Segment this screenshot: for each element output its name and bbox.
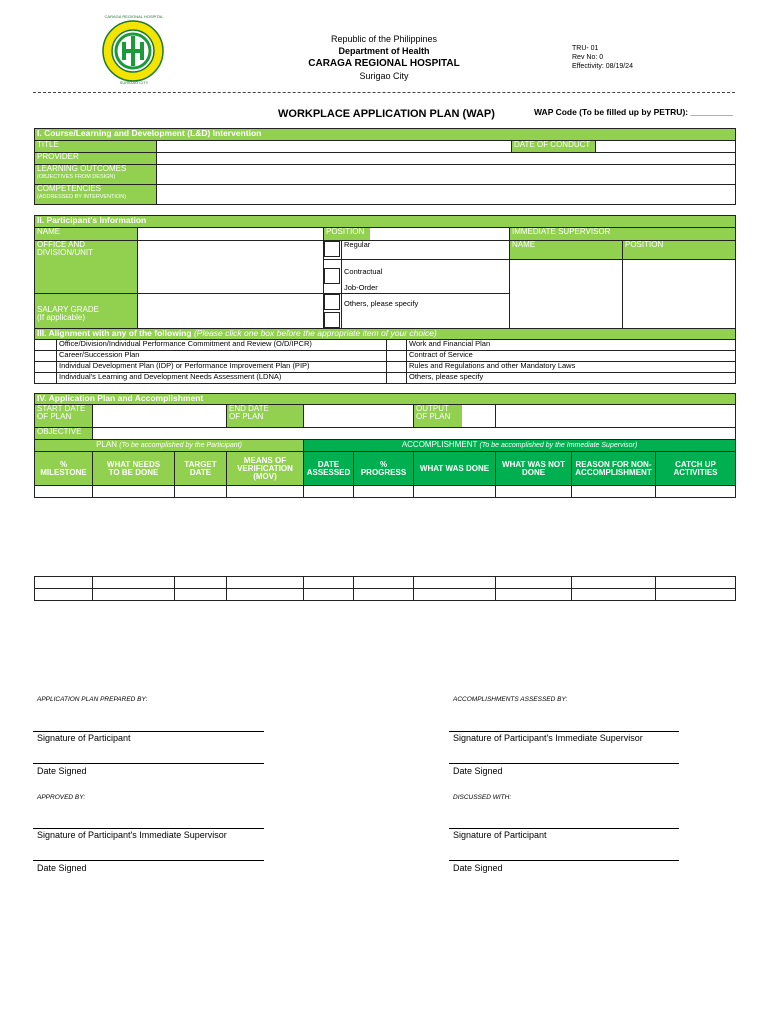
- section2-heading: II. Participant's Information: [35, 216, 736, 228]
- alignment-checkbox-wfp[interactable]: [387, 340, 407, 351]
- position-label: POSITION: [324, 228, 370, 240]
- end-date-field[interactable]: [304, 405, 414, 428]
- name-label: NAME: [35, 228, 138, 241]
- department-text: Department of Health: [338, 46, 430, 56]
- approver-signature-label: Signature of Participant's Immediate Supervisor: [37, 830, 227, 840]
- learning-outcomes-label: LEARNING OUTCOMES (OBJECTIVES FROM DESIGN): [35, 165, 157, 185]
- alignment-wfp: Work and Financial Plan: [407, 340, 736, 351]
- alignment-idp: Individual Development Plan (IDP) or Performance Improvement Plan (PIP): [57, 362, 387, 373]
- alignment-checkbox-ldna[interactable]: [35, 373, 57, 384]
- sup-position-field[interactable]: [623, 260, 736, 331]
- competencies-label: COMPETENCIES (ADDRESSED BY INTERVENTION): [35, 185, 157, 205]
- logo-text-top: CARAGA REGIONAL HOSPITAL: [104, 14, 164, 19]
- alignment-checkbox-career[interactable]: [35, 351, 57, 362]
- doc-code: TRU- 01: [572, 45, 599, 52]
- col-progress: % PROGRESS: [354, 452, 414, 486]
- alignment-ldna: Individual's Learning and Development Needs Assessment (LDNA): [57, 373, 387, 384]
- type-regular: Regular: [342, 241, 510, 260]
- col-what-was-done: WHAT WAS DONE: [414, 452, 496, 486]
- hospital-name: CARAGA REGIONAL HOSPITAL: [308, 58, 460, 69]
- discussed-date-label: Date Signed: [453, 863, 503, 873]
- col-reason: REASON FOR NON- ACCOMPLISHMENT: [572, 452, 656, 486]
- republic-text: Republic of the Philippines: [330, 34, 438, 44]
- sup-position-label: POSITION: [623, 241, 736, 260]
- table-row: [35, 577, 736, 589]
- type-others: Others, please specify: [344, 299, 419, 308]
- checkbox-contractual[interactable]: [324, 268, 340, 284]
- discussed-with-label: DISCUSSED WITH:: [453, 794, 512, 801]
- date-of-conduct-field[interactable]: [596, 141, 736, 153]
- rev-no: Rev No: 0: [572, 54, 604, 61]
- participant-signature-line[interactable]: [33, 731, 264, 732]
- salary-label: SALARY GRADE (If applicable): [35, 294, 138, 331]
- objective-field[interactable]: [93, 428, 736, 440]
- supervisor-date-label: Date Signed: [453, 766, 503, 776]
- start-date-field[interactable]: [93, 405, 227, 428]
- discussed-date-line[interactable]: [449, 860, 679, 861]
- approver-signature-line[interactable]: [33, 828, 264, 829]
- provider-label: PROVIDER: [35, 153, 157, 165]
- section3-heading: III. Alignment with any of the following (Please click one box before the appropriate item of your choice): [35, 329, 736, 340]
- alignment-ipcr: Office/Division/Individual Performance Commitment and Review (O/D/IPCR): [57, 340, 387, 351]
- sup-name-label: NAME: [510, 241, 623, 260]
- supervisor-signature-label: Signature of Participant's Immediate Supervisor: [453, 733, 643, 743]
- section1-table: [34, 128, 736, 205]
- checkbox-others[interactable]: [324, 312, 340, 328]
- plan-rows-table: [34, 576, 736, 601]
- assessed-by-label: ACCOMPLISHMENTS ASSESSED BY:: [453, 696, 568, 703]
- alignment-checkbox-ipcr[interactable]: [35, 340, 57, 351]
- col-date-assessed: DATE ASSESSED: [304, 452, 354, 486]
- col-mov: MEANS OF VERIFICATION (MOV): [227, 452, 304, 486]
- approver-date-label: Date Signed: [37, 863, 87, 873]
- checkbox-job-order[interactable]: [324, 294, 340, 310]
- alignment-others: Others, please specify: [407, 373, 736, 384]
- col-what-was-not-done: WHAT WAS NOT DONE: [496, 452, 572, 486]
- logo-text-bottom: SURIGAO CITY: [119, 80, 149, 85]
- alignment-rules: Rules and Regulations and other Mandatory Laws: [407, 362, 736, 373]
- approved-by-label: APPROVED BY:: [37, 794, 86, 801]
- office-field[interactable]: [138, 241, 324, 294]
- name-field[interactable]: [138, 228, 324, 241]
- wap-code: WAP Code (To be filled up by PETRU): _________: [534, 107, 734, 117]
- participant-date-label: Date Signed: [37, 766, 87, 776]
- table-row: [35, 589, 736, 601]
- alignment-checkbox-rules[interactable]: [387, 362, 407, 373]
- output-label: OUTPUT OF PLAN: [414, 405, 462, 427]
- effectivity: Effectivity: 08/19/24: [572, 63, 633, 70]
- date-of-conduct-label: DATE OF CONDUCT: [512, 141, 596, 153]
- col-catch-up: CATCH UP ACTIVITIES: [656, 452, 736, 486]
- col-what-needs: WHAT NEEDS TO BE DONE: [93, 452, 175, 486]
- discussed-signature-label: Signature of Participant: [453, 830, 547, 840]
- objective-label: OBJECTIVE: [35, 428, 93, 440]
- immediate-supervisor-label: IMMEDIATE SUPERVISOR: [510, 228, 736, 241]
- section1-heading: I. Course/Learning and Development (L&D) Intervention: [35, 129, 736, 141]
- title-field[interactable]: [157, 141, 512, 153]
- approver-date-line[interactable]: [33, 860, 264, 861]
- discussed-signature-line[interactable]: [449, 828, 679, 829]
- type-job-order: Job-Order: [344, 283, 378, 292]
- section2-table: [34, 215, 736, 331]
- supervisor-date-line[interactable]: [449, 763, 679, 764]
- alignment-checkbox-idp[interactable]: [35, 362, 57, 373]
- salary-field[interactable]: [138, 294, 324, 331]
- office-label: OFFICE AND DIVISION/UNIT: [35, 241, 138, 294]
- form-title: WORKPLACE APPLICATION PLAN (WAP): [278, 108, 495, 120]
- col-milestone: % MILESTONE: [35, 452, 93, 486]
- checkbox-regular[interactable]: [324, 241, 340, 257]
- competencies-field[interactable]: [157, 185, 736, 205]
- title-label: TITLE: [35, 141, 157, 153]
- header-divider: [33, 92, 735, 93]
- section4-heading: IV. Application Plan and Accomplishment: [35, 394, 736, 405]
- alignment-checkbox-cos[interactable]: [387, 351, 407, 362]
- col-target-date: TARGET DATE: [175, 452, 227, 486]
- end-date-label: END DATE OF PLAN: [227, 405, 304, 428]
- table-row: [35, 486, 736, 498]
- section3-table: [34, 328, 736, 384]
- output-field[interactable]: [496, 405, 736, 428]
- sup-name-field[interactable]: [510, 260, 623, 331]
- prepared-by-label: APPLICATION PLAN PREPARED BY:: [37, 696, 148, 703]
- learning-outcomes-field[interactable]: [157, 165, 736, 185]
- participant-date-line[interactable]: [33, 763, 264, 764]
- city-text: Surigao City: [359, 71, 409, 81]
- accomplishment-heading: ACCOMPLISHMENT (To be accomplished by the Immediate Supervisor): [304, 440, 736, 452]
- section4-table: [34, 393, 736, 498]
- alignment-checkbox-others[interactable]: [387, 373, 407, 384]
- start-date-label: START DATE OF PLAN: [35, 405, 93, 428]
- provider-field[interactable]: [157, 153, 736, 165]
- supervisor-signature-line[interactable]: [449, 731, 679, 732]
- alignment-career: Career/Succession Plan: [57, 351, 387, 362]
- type-contractual: Contractual: [344, 267, 383, 276]
- participant-signature-label: Signature of Participant: [37, 733, 131, 743]
- plan-heading: PLAN (To be accomplished by the Participant): [35, 440, 304, 452]
- alignment-cos: Contract of Service: [407, 351, 736, 362]
